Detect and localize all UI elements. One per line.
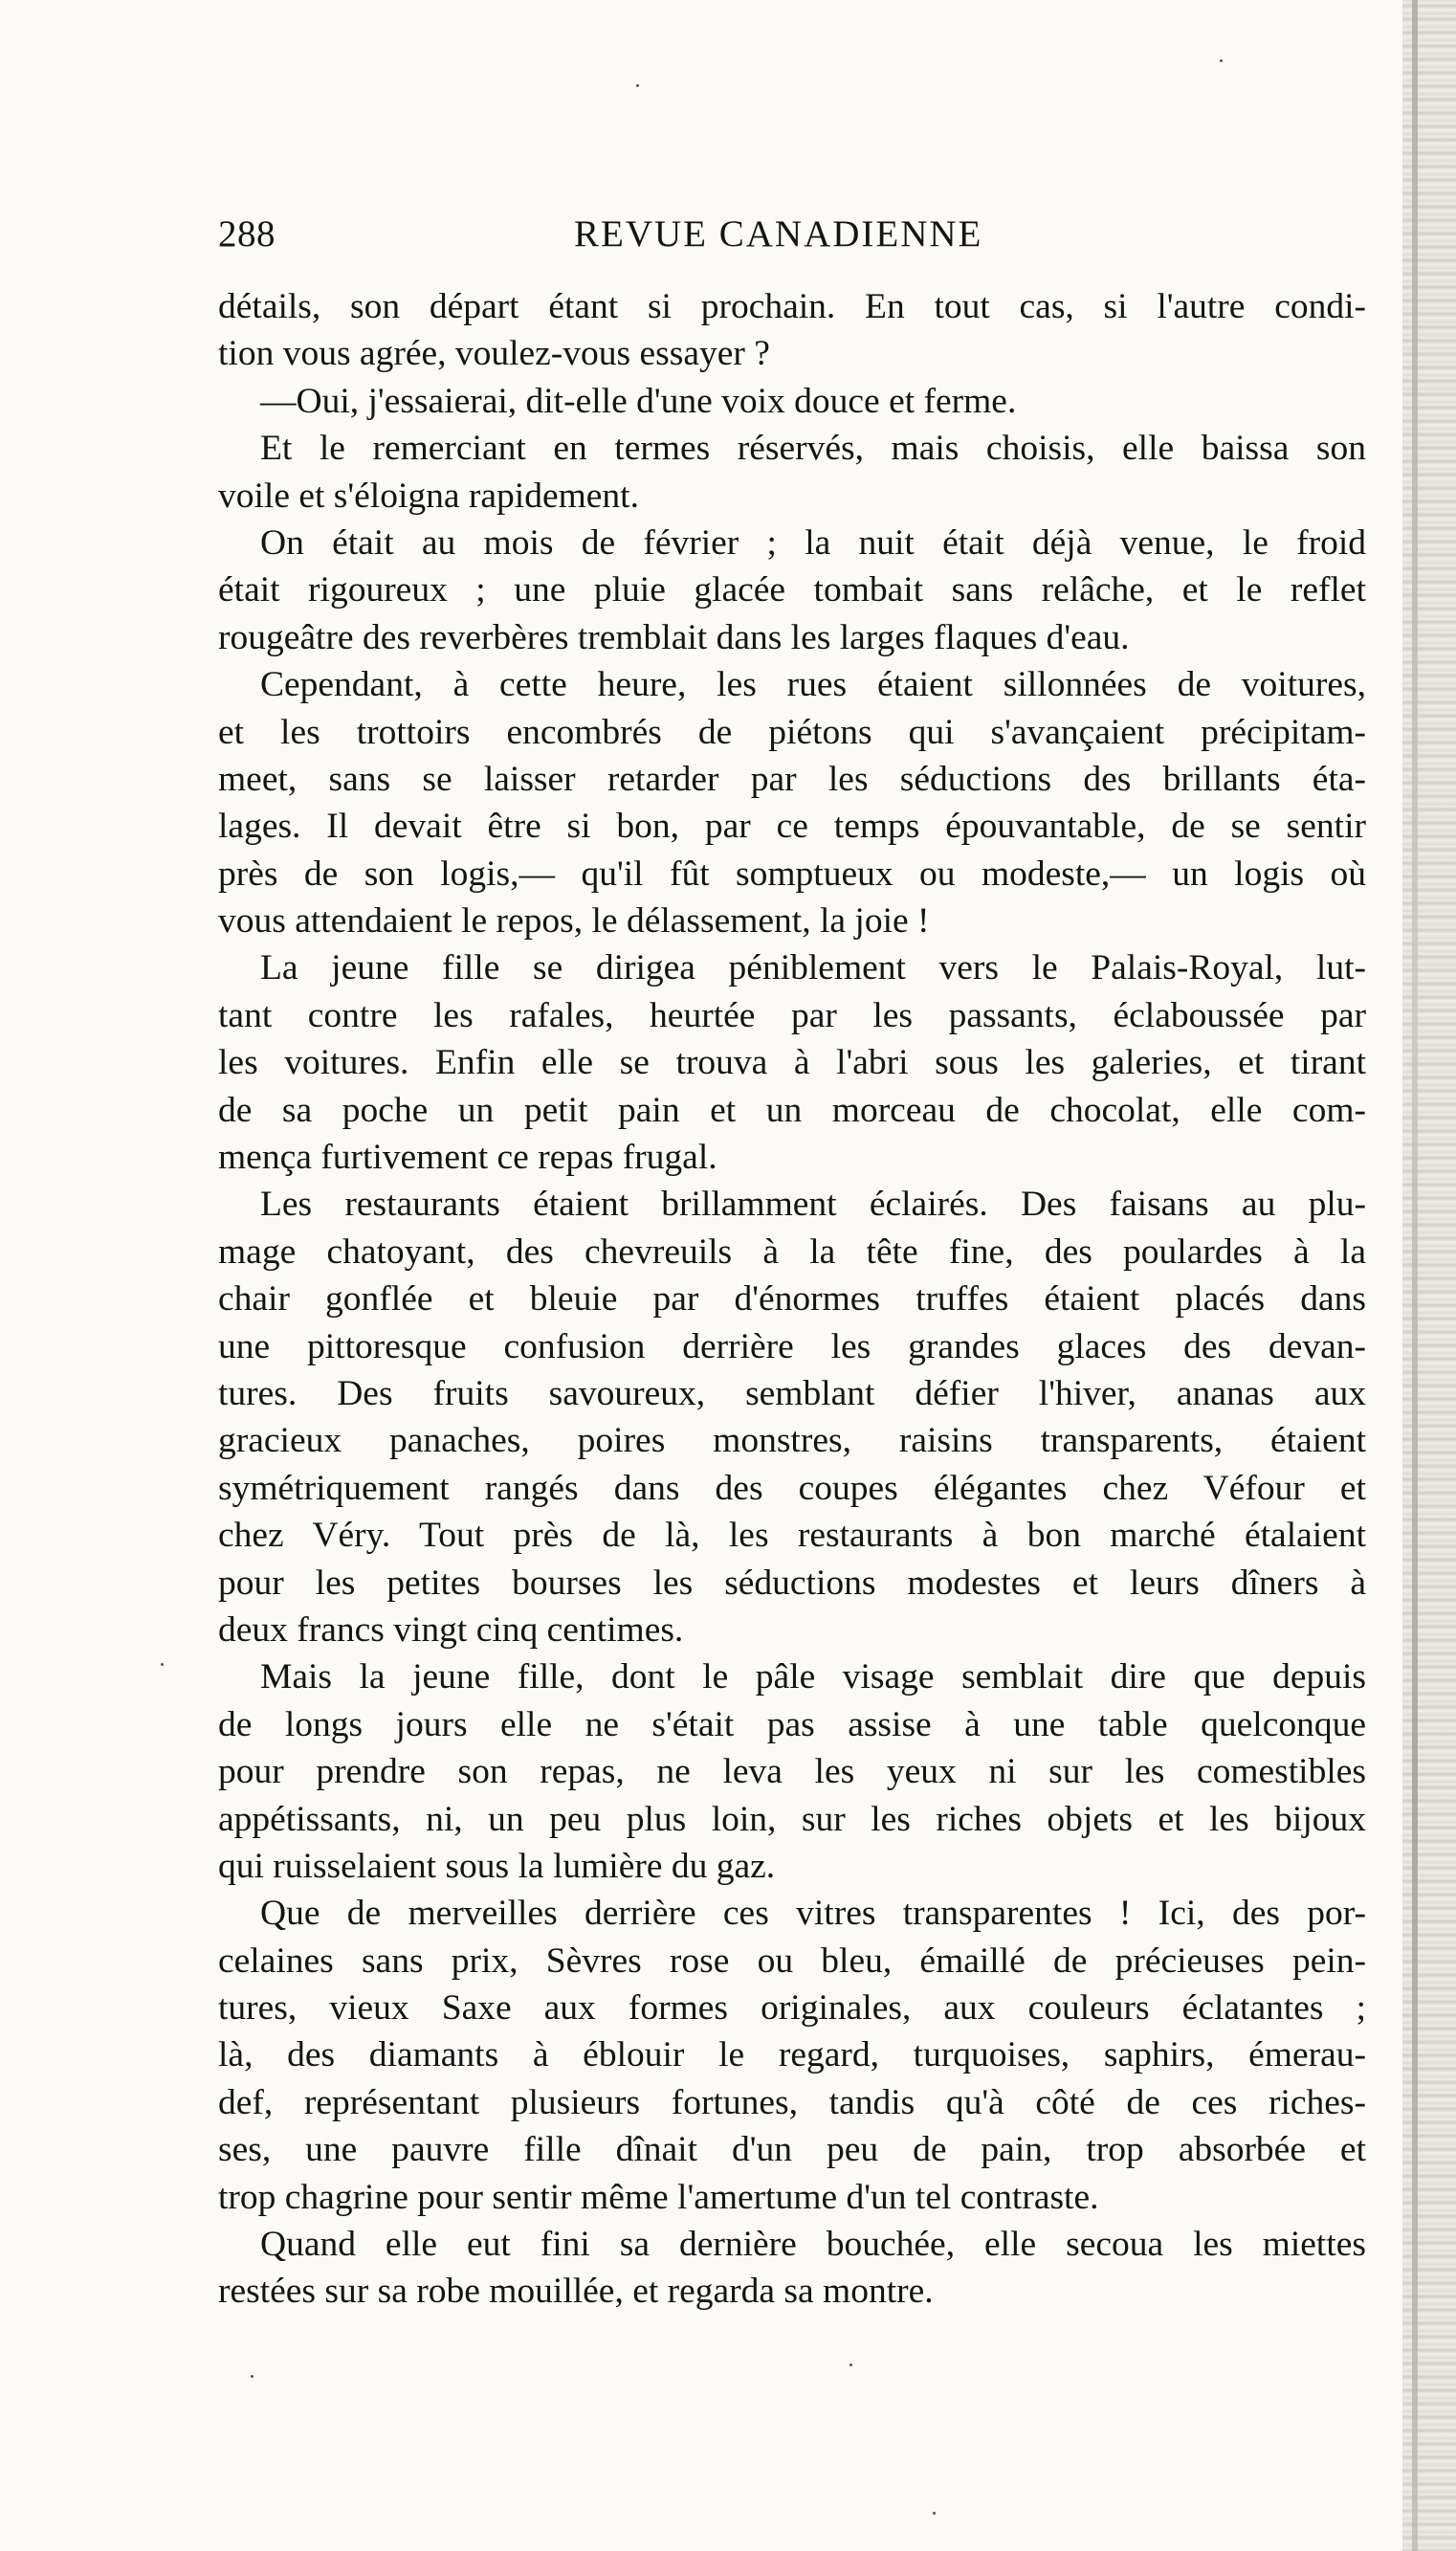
text-line: une pittoresque confusion derrière les grandes glaces des devan- xyxy=(218,1326,1366,1366)
page-number: 288 xyxy=(218,213,276,255)
scan-speck xyxy=(933,2512,936,2515)
text-line: appétissants, ni, un peu plus loin, sur les riches objets et les bijoux xyxy=(218,1799,1366,1839)
text-line: restées sur sa robe mouillée, et regarda sa montre. xyxy=(218,2272,934,2312)
page-edge-line xyxy=(1412,0,1418,2551)
text-line: de longs jours elle ne s'était pas assise à une table quelconque xyxy=(218,1704,1366,1744)
text-line: pour les petites bourses les séductions modestes et leurs dîners à xyxy=(218,1563,1366,1603)
text-line: celaines sans prix, Sèvres rose ou bleu, émaillé de précieuses pein- xyxy=(218,1941,1366,1981)
text-line: tures. Des fruits savoureux, semblant défier l'hiver, ananas aux xyxy=(218,1373,1366,1413)
text-line: mença furtivement ce repas frugal. xyxy=(218,1138,717,1178)
text-line: gracieux panaches, poires monstres, raisins transparents, étaient xyxy=(218,1421,1366,1461)
page-edge-shadow xyxy=(1402,0,1456,2551)
text-line: deux francs vingt cinq centimes. xyxy=(218,1609,684,1650)
text-line: vous attendaient le repos, le délassement, la joie ! xyxy=(218,901,930,942)
text-line: était rigoureux ; une pluie glacée tombait sans relâche, et le reflet xyxy=(218,570,1366,610)
scan-speck xyxy=(161,1663,164,1666)
text-line: Cependant, à cette heure, les rues étaient sillonnées de voitures, xyxy=(260,665,1366,705)
text-line: détails, son départ étant si prochain. En tout cas, si l'autre condi- xyxy=(218,287,1366,326)
text-line: chair gonflée et bleuie par d'énormes truffes étaient placés dans xyxy=(218,1279,1366,1320)
text-line: mage chatoyant, des chevreuils à la tête fine, des poulardes à la xyxy=(218,1231,1366,1272)
text-line: chez Véry. Tout près de là, les restaurants à bon marché étalaient xyxy=(218,1516,1366,1556)
scan-speck xyxy=(849,2363,852,2366)
text-line: tures, vieux Saxe aux formes originales, aux couleurs éclatantes ; xyxy=(218,1988,1366,2029)
text-line: pour prendre son repas, ne leva les yeux ni sur les comestibles xyxy=(218,1752,1366,1792)
page-header xyxy=(218,212,1003,258)
text-line: Que de merveilles derrière ces vitres transparentes ! Ici, des por- xyxy=(260,1894,1366,1934)
text-line: Mais la jeune fille, dont le pâle visage semblait dire que depuis xyxy=(260,1657,1366,1697)
text-line: Et le remerciant en termes réservés, mais choisis, elle baissa son xyxy=(260,429,1366,469)
scan-speck xyxy=(636,84,639,87)
text-line: La jeune fille se dirigea péniblement vers le Palais-Royal, lut- xyxy=(260,948,1366,988)
text-line: meet, sans se laisser retarder par les séductions des brillants éta- xyxy=(218,759,1366,799)
text-line: voile et s'éloigna rapidement. xyxy=(218,476,639,516)
text-line: tant contre les rafales, heurtée par les passants, éclaboussée par xyxy=(218,995,1366,1035)
scan-speck xyxy=(1220,59,1223,62)
text-line: de sa poche un petit pain et un morceau de chocolat, elle com- xyxy=(218,1090,1366,1130)
text-line: près de son logis,— qu'il fût somptueux ou modeste,— un logis où xyxy=(218,854,1366,894)
text-line: Quand elle eut fini sa dernière bouchée, elle secoua les miettes xyxy=(260,2225,1366,2265)
text-line: rougeâtre des reverbères tremblait dans les larges flaques d'eau. xyxy=(218,617,1130,657)
text-line: ses, une pauvre fille dînait d'un peu de pain, trop absorbée et xyxy=(218,2130,1366,2170)
text-line: tion vous agrée, voulez-vous essayer ? xyxy=(218,334,770,374)
text-line: def, représentant plusieurs fortunes, tandis qu'à côté de ces riches- xyxy=(218,2082,1366,2122)
text-line: trop chagrine pour sentir même l'amertume d'un tel contraste. xyxy=(218,2177,1099,2217)
running-title: REVUE CANADIENNE xyxy=(574,213,983,255)
text-line: lages. Il devait être si bon, par ce temps épouvantable, de se sentir xyxy=(218,807,1366,847)
text-line: —Oui, j'essaierai, dit-elle d'une voix douce et ferme. xyxy=(260,381,1017,421)
text-line: les voitures. Enfin elle se trouva à l'abri sous les galeries, et tirant xyxy=(218,1043,1366,1083)
text-line: On était au mois de février ; la nuit était déjà venue, le froid xyxy=(260,522,1366,563)
scan-speck xyxy=(251,2375,254,2378)
text-line: qui ruisselaient sous la lumière du gaz. xyxy=(218,1846,776,1886)
text-line: et les trottoirs encombrés de piétons qui s'avançaient précipitam- xyxy=(218,712,1366,752)
body-text xyxy=(218,283,1366,2316)
text-line: là, des diamants à éblouir le regard, turquoises, saphirs, émerau- xyxy=(218,2035,1366,2075)
text-line: symétriquement rangés dans des coupes élégantes chez Véfour et xyxy=(218,1468,1366,1508)
text-line: Les restaurants étaient brillamment éclairés. Des faisans au plu- xyxy=(260,1185,1366,1225)
